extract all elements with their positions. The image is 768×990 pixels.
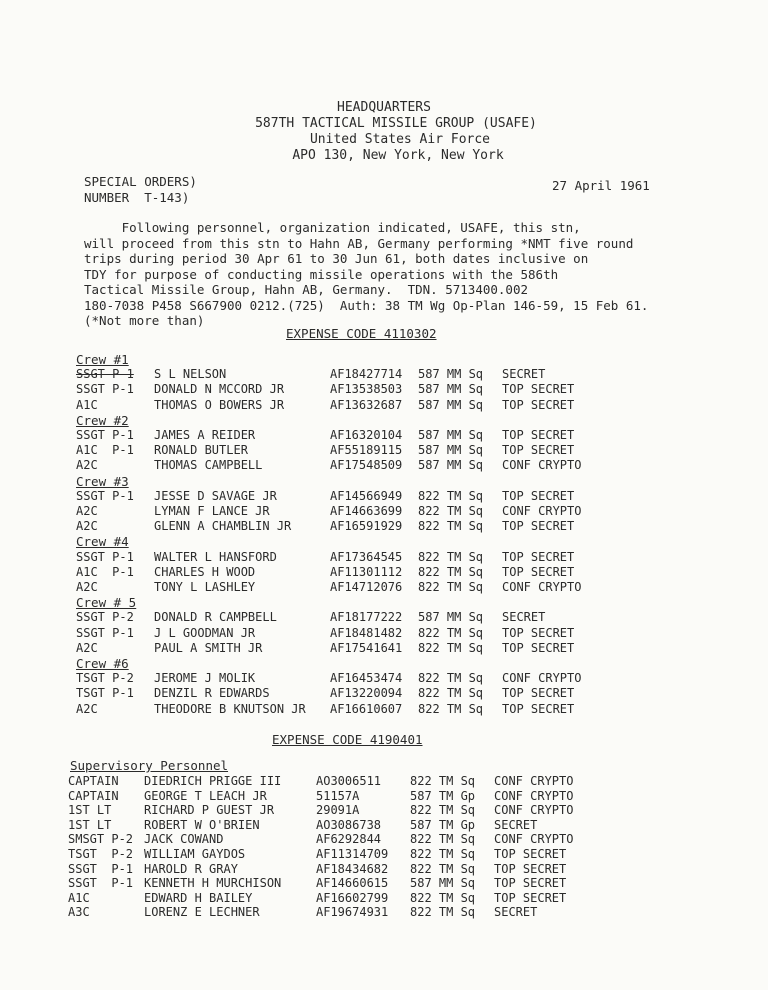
supervisor-unit: 822 TM Sq — [410, 774, 476, 788]
member-grade: A2C — [76, 519, 98, 534]
crew-member-row — [76, 458, 636, 473]
member-afsn: AF16453474 — [330, 671, 403, 686]
supervisor-name: WILLIAM GAYDOS — [144, 847, 246, 861]
crew-member-row — [76, 382, 636, 397]
member-afsn: AF13538503 — [330, 382, 403, 397]
member-clearance: CONF CRYPTO — [502, 458, 582, 473]
supervisor-afsn: AF18434682 — [316, 861, 389, 876]
crew-member-row — [76, 610, 636, 625]
member-name: THOMAS CAMPBELL — [154, 458, 263, 473]
member-unit: 822 TM Sq — [418, 519, 484, 534]
member-clearance: TOP SECRET — [502, 701, 575, 716]
member-unit: 822 TM Sq — [418, 488, 484, 503]
supervisor-afsn: AF14660615 — [316, 876, 389, 891]
supervisor-afsn: AO3006511 — [316, 774, 382, 788]
body-line: TDY for purpose of conducting missile operations with the 586th — [84, 266, 559, 282]
orders-date: 27 April 1961 — [552, 178, 650, 193]
member-clearance: SECRET — [502, 610, 546, 625]
supervisor-grade: SMSGT P-2 — [68, 832, 134, 847]
body-line: trips during period 30 Apr 61 to 30 Jun 61, both dates inclusive on — [84, 251, 589, 266]
member-afsn: AF17364545 — [330, 549, 403, 564]
supervisor-clearance: CONF CRYPTO — [494, 774, 574, 788]
member-grade: SSGT P-1 — [76, 382, 134, 397]
member-unit: 587 MM Sq — [418, 458, 484, 473]
supervisory-row — [68, 789, 628, 804]
supervisor-unit: 822 TM Sq — [410, 861, 476, 876]
member-name: S L NELSON — [154, 367, 227, 382]
supervisory-row — [68, 876, 628, 891]
member-afsn: AF16591929 — [330, 519, 403, 534]
member-name: JESSE D SAVAGE JR — [154, 488, 277, 503]
body-line: will proceed from this stn to Hahn AB, Germany performing *NMT five round — [84, 235, 634, 251]
supervisor-unit: 587 MM Sq — [410, 876, 476, 891]
member-grade: A2C — [76, 701, 98, 716]
member-name: CHARLES H WOOD — [154, 564, 256, 579]
member-grade: SSGT P-1 — [76, 625, 134, 640]
supervisor-afsn: AO3086738 — [316, 817, 382, 832]
member-clearance: TOP SECRET — [502, 686, 575, 701]
member-clearance: CONF CRYPTO — [502, 580, 582, 594]
supervisor-name: HAROLD R GRAY — [144, 861, 238, 876]
crew-label: Crew #4 — [76, 534, 129, 550]
member-clearance: TOP SECRET — [502, 549, 575, 564]
member-unit: 587 MM Sq — [418, 610, 484, 625]
supervisor-afsn: 29091A — [316, 803, 360, 818]
supervisory-row — [68, 774, 628, 789]
body-line: Following personnel, organization indicated, USAFE, this stn, — [84, 220, 581, 235]
member-name: THEODORE B KNUTSON JR — [154, 701, 306, 716]
supervisor-name: ROBERT W O'BRIEN — [144, 817, 260, 832]
member-afsn: AF18481482 — [330, 625, 403, 640]
supervisor-grade: SSGT P-1 — [68, 861, 134, 876]
member-clearance: TOP SECRET — [502, 564, 575, 579]
body-line: (*Not more than) — [84, 313, 205, 328]
member-grade: SSGT P-1 — [76, 549, 134, 564]
crew-member-row — [76, 504, 636, 519]
member-clearance: TOP SECRET — [502, 488, 575, 503]
member-clearance: TOP SECRET — [502, 625, 575, 640]
member-grade: A1C P-1 — [76, 564, 134, 579]
supervisor-grade: 1ST LT — [68, 803, 112, 818]
member-unit: 587 MM Sq — [418, 397, 484, 412]
supervisor-afsn: AF16602799 — [316, 890, 389, 905]
crew-label: Crew #1 — [76, 352, 129, 367]
body-line: 180-7038 P458 S667900 0212.(725) Auth: 38 TM Wg Op-Plan 146-59, 15 Feb 61. — [84, 297, 649, 313]
crew-member-row — [76, 641, 636, 656]
member-grade: A2C — [76, 640, 98, 655]
member-grade: SSGT P-1 — [76, 428, 134, 442]
member-clearance: TOP SECRET — [502, 397, 575, 412]
supervisor-afsn: 51157A — [316, 788, 360, 803]
supervisor-name: EDWARD H BAILEY — [144, 890, 253, 905]
body-line: Tactical Missile Group, Hahn AB, Germany. TDN. 5713400.002 — [84, 282, 529, 297]
member-grade: SSGT P-2 — [76, 610, 134, 625]
member-grade: A1C P-1 — [76, 443, 134, 458]
header-line-1: HEADQUARTERS — [337, 100, 431, 115]
supervisor-clearance: TOP SECRET — [494, 876, 567, 891]
supervisory-label: Supervisory Personnel — [70, 758, 229, 773]
member-clearance: TOP SECRET — [502, 519, 575, 534]
header-line-2: 587TH TACTICAL MISSILE GROUP (USAFE) — [255, 116, 537, 131]
member-clearance: TOP SECRET — [502, 382, 575, 397]
member-grade: A2C — [76, 580, 98, 594]
member-unit: 587 MM Sq — [418, 382, 484, 397]
header-line-4: APO 130, New York, New York — [292, 148, 504, 163]
member-name: JEROME J MOLIK — [154, 671, 256, 686]
member-unit: 587 MM Sq — [418, 443, 484, 458]
supervisor-clearance: SECRET — [494, 817, 538, 832]
supervisor-name: RICHARD P GUEST JR — [144, 803, 275, 818]
member-name: LYMAN F LANCE JR — [154, 504, 270, 518]
member-grade: TSGT P-1 — [76, 686, 134, 701]
member-unit: 822 TM Sq — [418, 504, 484, 518]
supervisor-clearance: CONF CRYPTO — [494, 803, 574, 818]
crew-label: Crew # 5 — [76, 595, 137, 611]
member-afsn: AF14566949 — [330, 488, 403, 503]
crew-member-row — [76, 443, 636, 458]
member-afsn: AF18427714 — [330, 367, 403, 382]
member-grade: SSGT P-1 — [76, 488, 134, 503]
member-unit: 822 TM Sq — [418, 671, 484, 686]
supervisor-unit: 587 TM Gp — [410, 817, 476, 832]
member-clearance: TOP SECRET — [502, 443, 575, 458]
supervisor-grade: SSGT P-1 — [68, 876, 134, 891]
supervisor-unit: 822 TM Sq — [410, 890, 476, 905]
member-clearance: SECRET — [502, 367, 546, 382]
member-afsn: AF14712076 — [330, 580, 403, 594]
supervisor-unit: 822 TM Sq — [410, 905, 476, 920]
crew-member-row — [76, 671, 636, 686]
supervisory-row — [68, 803, 628, 818]
member-name: WALTER L HANSFORD — [154, 549, 277, 564]
member-afsn: AF16320104 — [330, 428, 403, 442]
member-unit: 822 TM Sq — [418, 625, 484, 640]
crew-member-row — [76, 686, 636, 701]
member-name: PAUL A SMITH JR — [154, 640, 263, 655]
special-orders-label: SPECIAL ORDERS) — [84, 174, 197, 189]
member-name: THOMAS O BOWERS JR — [154, 397, 285, 412]
member-afsn: AF11301112 — [330, 564, 403, 579]
supervisor-unit: 822 TM Sq — [410, 832, 476, 847]
supervisor-clearance: CONF CRYPTO — [494, 788, 574, 803]
member-afsn: AF55189115 — [330, 443, 403, 458]
member-name: JAMES A REIDER — [154, 428, 256, 442]
supervisor-grade: TSGT P-2 — [68, 847, 134, 861]
crew-member-row — [76, 580, 636, 595]
supervisor-name: LORENZ E LECHNER — [144, 905, 260, 920]
supervisor-clearance: TOP SECRET — [494, 861, 567, 876]
member-unit: 587 MM Sq — [418, 367, 484, 382]
supervisory-row — [68, 905, 628, 920]
supervisor-grade: 1ST LT — [68, 817, 112, 832]
member-afsn: AF13220094 — [330, 686, 403, 701]
member-clearance: CONF CRYPTO — [502, 671, 582, 686]
supervisor-afsn: AF19674931 — [316, 905, 389, 920]
supervisor-name: DIEDRICH PRIGGE III — [144, 774, 282, 788]
member-clearance: TOP SECRET — [502, 640, 575, 655]
crew-label: Crew #6 — [76, 656, 129, 671]
crew-label: Crew #2 — [76, 412, 129, 428]
member-unit: 587 MM Sq — [418, 428, 484, 442]
crew-member-row — [76, 519, 636, 534]
supervisor-name: KENNETH H MURCHISON — [144, 876, 282, 891]
supervisor-unit: 822 TM Sq — [410, 803, 476, 818]
member-name: GLENN A CHAMBLIN JR — [154, 519, 292, 534]
member-name: RONALD BUTLER — [154, 443, 248, 458]
member-grade: SSGT P-1 — [76, 367, 134, 382]
crew-member-row — [76, 367, 636, 382]
member-afsn: AF17541641 — [330, 640, 403, 655]
supervisor-grade: A3C — [68, 905, 90, 920]
supervisor-afsn: AF6292844 — [316, 832, 382, 847]
member-unit: 822 TM Sq — [418, 686, 484, 701]
crew-label: Crew #3 — [76, 473, 129, 489]
crew-member-row — [76, 565, 636, 580]
member-afsn: AF17548509 — [330, 458, 403, 473]
expense-code-2: EXPENSE CODE 4190401 — [272, 732, 423, 747]
supervisory-row — [68, 832, 628, 847]
member-clearance: TOP SECRET — [502, 428, 575, 442]
supervisor-clearance: TOP SECRET — [494, 847, 567, 861]
supervisor-afsn: AF11314709 — [316, 847, 389, 861]
crew-member-row — [76, 626, 636, 641]
header-line-3: United States Air Force — [309, 132, 490, 147]
orders-number: NUMBER T-143) — [84, 190, 190, 205]
supervisor-name: GEORGE T LEACH JR — [144, 788, 267, 803]
supervisory-row — [68, 818, 628, 833]
supervisor-unit: 822 TM Sq — [410, 847, 476, 861]
member-grade: A2C — [76, 504, 98, 518]
supervisory-row — [68, 891, 628, 906]
expense-code-1: EXPENSE CODE 4110302 — [286, 326, 437, 341]
supervisor-grade: CAPTAIN — [68, 774, 119, 788]
member-afsn: AF18177222 — [330, 610, 403, 625]
supervisor-grade: A1C — [68, 890, 90, 905]
member-grade: A1C — [76, 397, 98, 412]
supervisor-clearance: CONF CRYPTO — [494, 832, 574, 847]
member-grade: TSGT P-2 — [76, 671, 134, 686]
member-name: DONALD N MCCORD JR — [154, 382, 285, 397]
member-name: J L GOODMAN JR — [154, 625, 256, 640]
supervisor-grade: CAPTAIN — [68, 788, 119, 803]
member-afsn: AF14663699 — [330, 504, 403, 518]
crew-member-row — [76, 702, 636, 717]
member-unit: 822 TM Sq — [418, 549, 484, 564]
crew-member-row — [76, 489, 636, 504]
member-unit: 822 TM Sq — [418, 701, 484, 716]
supervisor-clearance: TOP SECRET — [494, 890, 567, 905]
member-unit: 822 TM Sq — [418, 564, 484, 579]
supervisor-clearance: SECRET — [494, 905, 538, 920]
supervisory-row — [68, 847, 628, 862]
crew-member-row — [76, 398, 636, 413]
crew-member-row — [76, 428, 636, 443]
member-unit: 822 TM Sq — [418, 640, 484, 655]
member-name: DENZIL R EDWARDS — [154, 686, 270, 701]
member-grade: A2C — [76, 458, 98, 473]
supervisor-name: JACK COWAND — [144, 832, 224, 847]
member-name: DONALD R CAMPBELL — [154, 610, 277, 625]
member-afsn: AF16610607 — [330, 701, 403, 716]
crew-member-row — [76, 550, 636, 565]
supervisor-unit: 587 TM Gp — [410, 788, 476, 803]
member-unit: 822 TM Sq — [418, 580, 484, 594]
supervisory-row — [68, 862, 628, 877]
member-clearance: CONF CRYPTO — [502, 504, 582, 518]
member-afsn: AF13632687 — [330, 397, 403, 412]
member-name: TONY L LASHLEY — [154, 580, 256, 594]
